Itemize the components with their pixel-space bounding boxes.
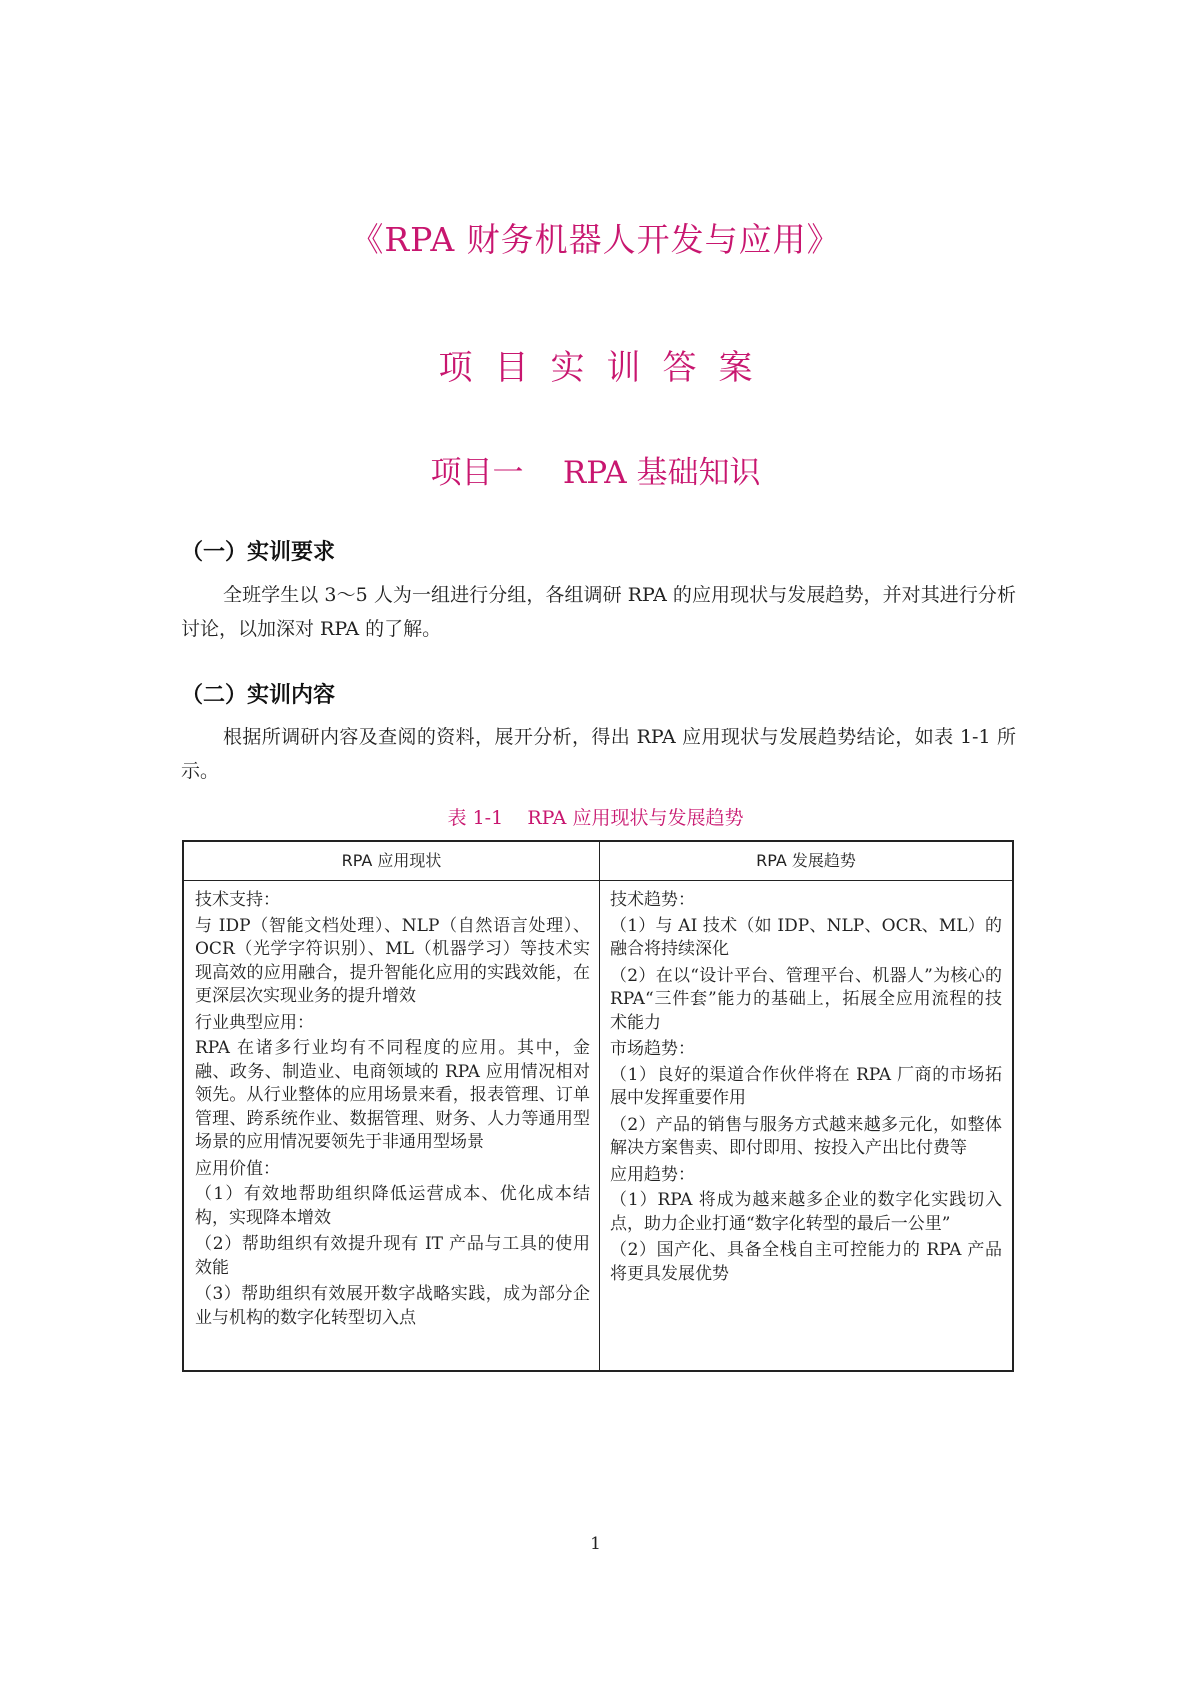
project-title: 项目一 RPA 基础知识 bbox=[430, 455, 761, 491]
tech-support-text: 与 IDP（智能文档处理）、NLP（自然语言处理）、OCR（光学字符识别）、ML（机器学习）等技术实现高效的应用融合，提升智能化应用的实践效能，在更深层次实现业务的提升增效 bbox=[195, 915, 590, 1006]
section-paragraph-requirements: 全班学生以 3～5 人为一组进行分组，各组调研 RPA 的应用现状与发展趋势，并对其进行分析讨论，以加深对 RPA 的了解。 bbox=[181, 584, 1016, 640]
rpa-status-trend-table bbox=[182, 840, 1014, 1372]
application-value-item: （1）有效地帮助组织降低运营成本、优化成本结构，实现降本增效 bbox=[195, 1184, 590, 1228]
section-heading-requirements: （一）实训要求 bbox=[181, 540, 336, 565]
application-value-item: （3）帮助组织有效展开数字战略实践，成为部分企业与机构的数字化转型切入点 bbox=[195, 1284, 590, 1328]
tech-trend-item: （2）在以“设计平台、管理平台、机器人”为核心的 RPA“三件套”能力的基础上，拓展全应用流程的技术能力 bbox=[610, 965, 1002, 1033]
application-trend-item: （1）RPA 将成为越来越多企业的数字化实践切入点，助力企业打通“数字化转型的最后一公里” bbox=[610, 1190, 1002, 1234]
tech-trend-label: 技术趋势： bbox=[610, 890, 695, 910]
page-number: 1 bbox=[590, 1534, 601, 1554]
tech-support-label: 技术支持： bbox=[195, 890, 280, 910]
section-heading-content: （二）实训内容 bbox=[181, 683, 336, 708]
table-header-trend: RPA 发展趋势 bbox=[756, 851, 856, 870]
table-header-status: RPA 应用现状 bbox=[341, 851, 442, 870]
table-cell-trend bbox=[610, 887, 1002, 1289]
market-trend-item: （2）产品的销售与服务方式越来越多元化，如整体解决方案售卖、即付即用、按投入产出比付费等 bbox=[610, 1114, 1002, 1158]
market-trend-item: （1）良好的渠道合作伙伴将在 RPA 厂商的市场拓展中发挥重要作用 bbox=[610, 1064, 1002, 1108]
application-value-label: 应用价值： bbox=[195, 1158, 280, 1179]
application-trend-label: 应用趋势： bbox=[610, 1164, 695, 1185]
section-paragraph-content: 根据所调研内容及查阅的资料，展开分析，得出 RPA 应用现状与发展趋势结论，如表 1-1 所示。 bbox=[181, 726, 1016, 782]
table-cell-status bbox=[195, 887, 590, 1333]
market-trend-label: 市场趋势： bbox=[610, 1039, 695, 1059]
industry-application-label: 行业典型应用： bbox=[195, 1012, 314, 1033]
table-header-divider bbox=[184, 880, 1012, 881]
application-value-item: （2）帮助组织有效提升现有 IT 产品与工具的使用效能 bbox=[195, 1234, 590, 1278]
application-trend-item: （2）国产化、具备全栈自主可控能力的 RPA 产品将更具发展优势 bbox=[610, 1240, 1002, 1284]
book-title: 《RPA 财务机器人开发与应用》 bbox=[350, 220, 841, 259]
industry-application-text: RPA 在诸多行业均有不同程度的应用。其中，金融、政务、制造业、电商领域的 RPA 应用情况相对领先。从行业整体的应用场景来看，报表管理、订单管理、跨系统作业、数据管理、财务、人力等通用型场景的应用情况要领先于非通用型场景 bbox=[195, 1038, 590, 1152]
table-column-divider bbox=[599, 842, 600, 1370]
table-caption: 表 1-1 RPA 应用现状与发展趋势 bbox=[447, 807, 744, 829]
document-title: 项目实训答案 bbox=[438, 348, 775, 388]
tech-trend-item: （1）与 AI 技术（如 IDP、NLP、OCR、ML）的融合将持续深化 bbox=[610, 915, 1002, 959]
